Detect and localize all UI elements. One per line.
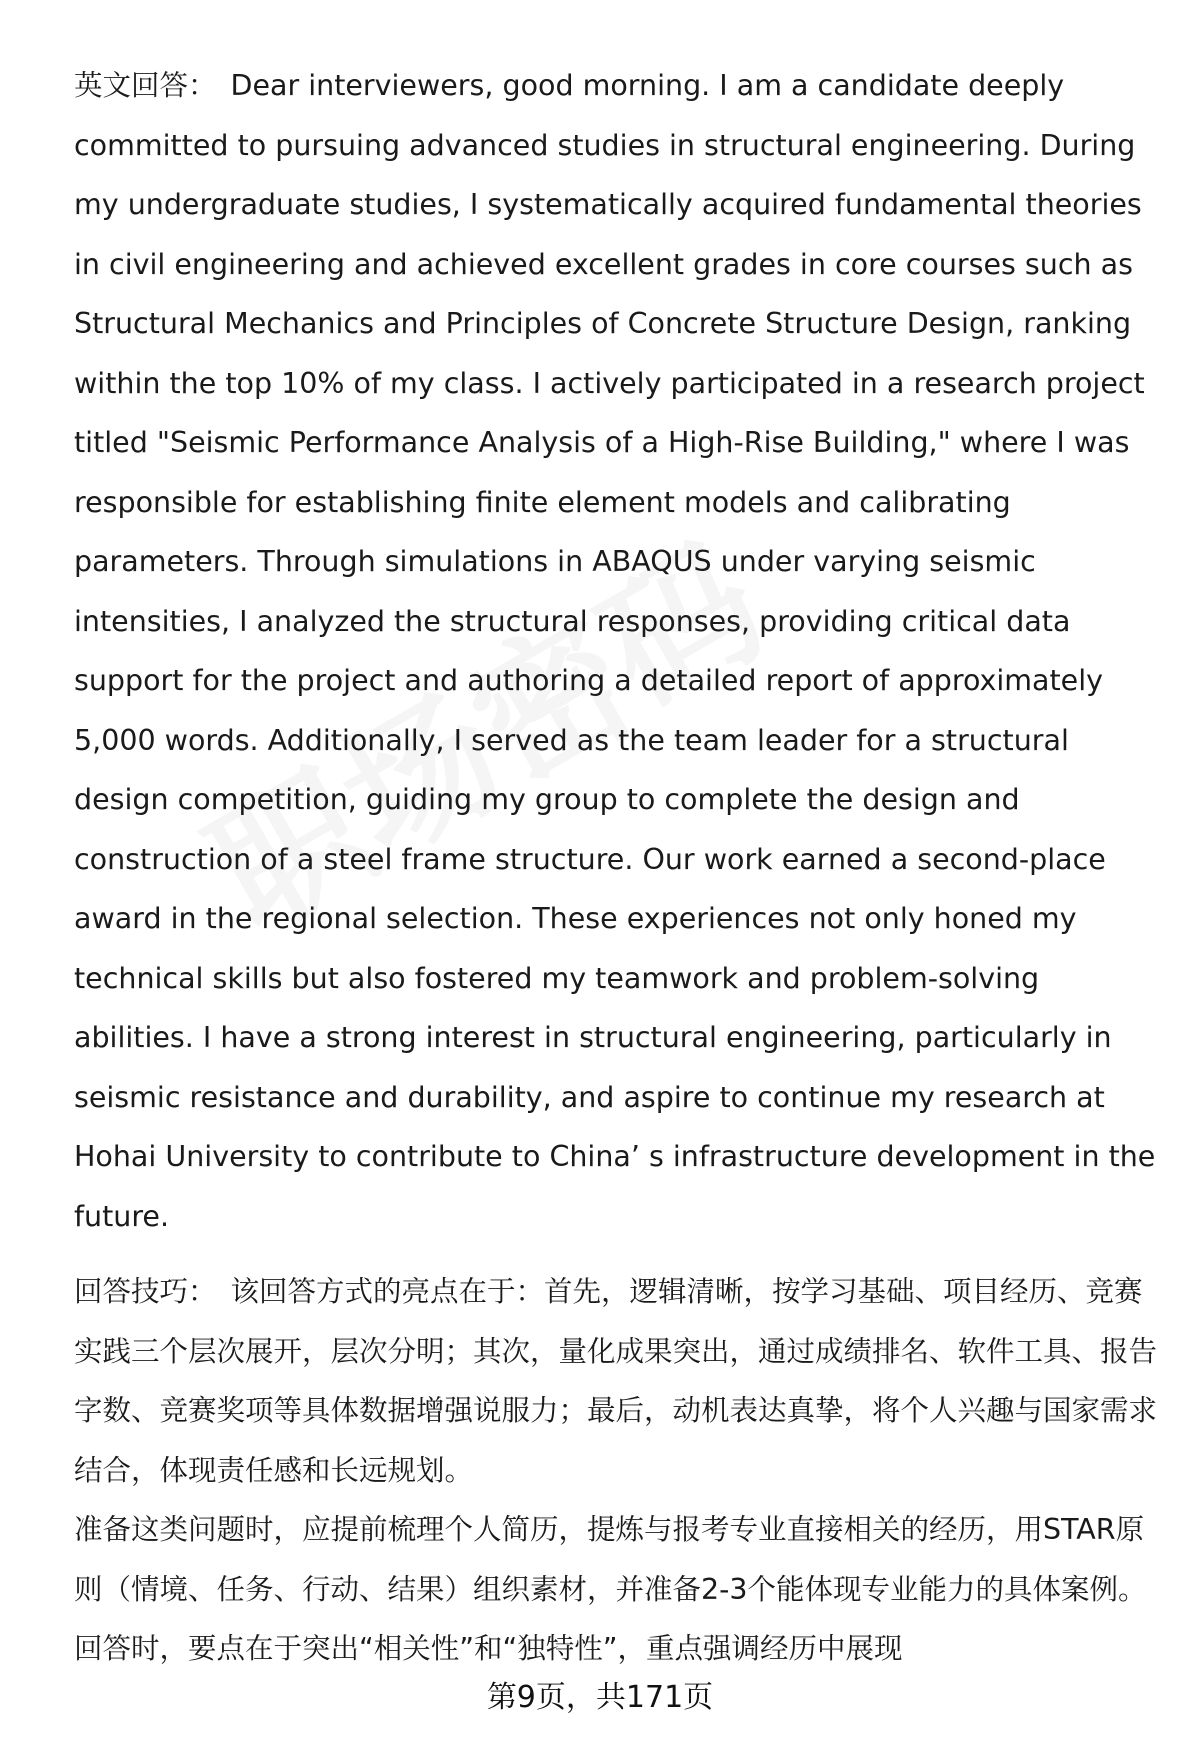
page-number: 第9页，共171页: [486, 1680, 714, 1715]
english-answer-text: Dear interviewers, good morning. I am a candidate deeply committed to pursuing advanced studies in structural engineering. During my undergraduate studies, I systematically acquired fundamental theories in civil engineering and achieved excellent grades in core courses such as Structural Mechanics and Principles of Concrete Structure Design, ranking within the top 10% of my class. I actively participated in a research project titled "Seismic Performance Analysis of a High-Rise Building," where I was responsible for establishing finite element models and calibrating parameters. Through simulations in ABAQUS under varying seismic intensities, I analyzed the structural responses, providing critical data support for the project and authoring a detailed report of approximately 5,000 words. Additionally, I served as the team leader for a structural design competition, guiding my group to complete the design and construction of a steel frame structure. Our work earned a second-place award in the regional selection. These experiences not only honed my technical skills but also fostered my teamwork and problem-solving abilities. I have a strong interest in structural engineering, particularly in seismic resistance and durability, and aspire to continue my research at Hohai University to contribute to China’ s infrastructure development in the future.: [74, 69, 1156, 1233]
document-body: [74, 56, 1164, 1679]
english-answer-label: 英文回答：: [74, 69, 217, 102]
answer-tips-paragraph: [74, 1262, 1164, 1500]
answer-tips-text: 该回答方式的亮点在于：首先，逻辑清晰，按学习基础、项目经历、竞赛实践三个层次展开，层次分明；其次，量化成果突出，通过成绩排名、软件工具、报告字数、竞赛奖项等具体数据增强说服力；最后，动机表达真挚，将个人兴趣与国家需求结合，体现责任感和长远规划。: [74, 1275, 1158, 1487]
english-answer-paragraph: [74, 56, 1164, 1246]
preparation-paragraph: 准备这类问题时，应提前梳理个人简历，提炼与报考专业直接相关的经历，用STAR原则（情境、任务、行动、结果）组织素材，并准备2-3个能体现专业能力的具体案例。回答时，要点在于突出“相关性”和“独特性”，重点强调经历中展现: [74, 1513, 1147, 1665]
answer-tips-label: 回答技巧：: [74, 1275, 217, 1308]
